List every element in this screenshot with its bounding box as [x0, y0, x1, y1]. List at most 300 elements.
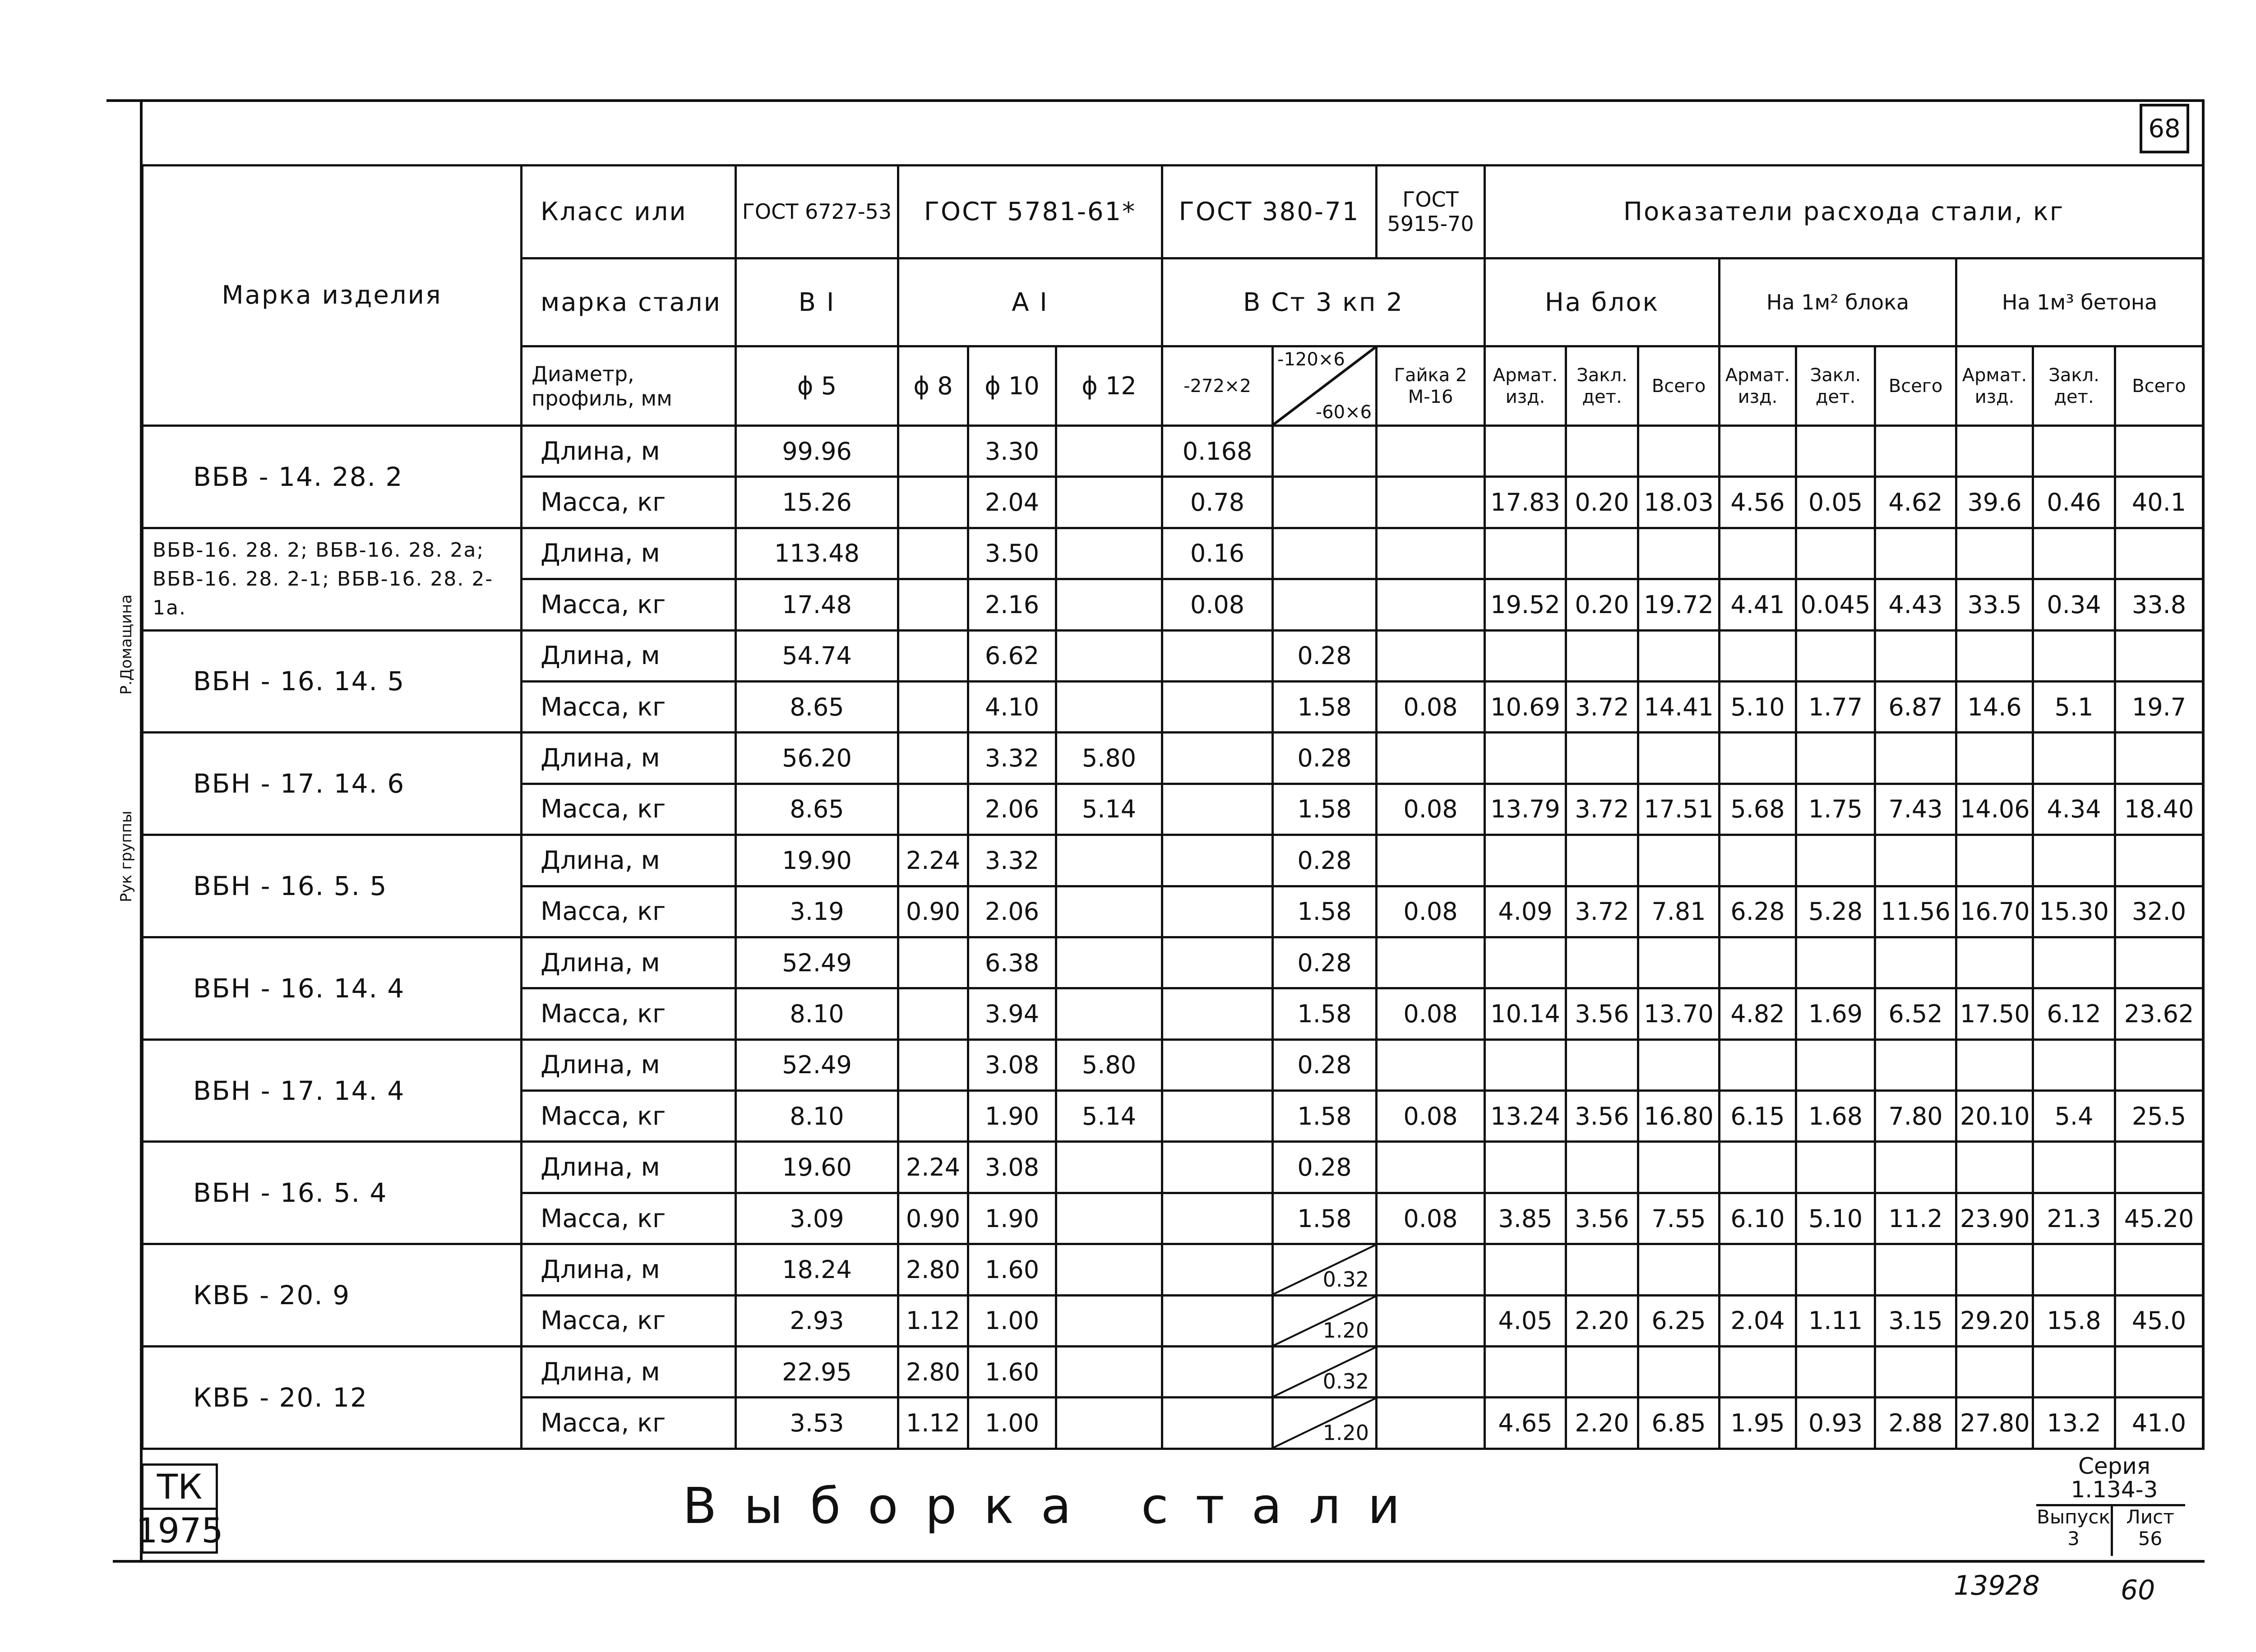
table-row — [143, 426, 2203, 477]
length-d12 — [1056, 630, 1162, 681]
mass-p272 — [1162, 1193, 1273, 1244]
mass-m3-arm: 27.80 — [1956, 1398, 2033, 1449]
side-stamp-name: Р.Домащина — [117, 594, 135, 695]
mass-d8: 0.90 — [898, 1193, 968, 1244]
length-d8: 2.24 — [898, 1142, 968, 1193]
empty-cell — [1796, 528, 1875, 579]
length-p272: 0.16 — [1162, 528, 1273, 579]
mass-b-zakl: 3.72 — [1566, 784, 1638, 835]
length-d8 — [898, 426, 968, 477]
mass-d8 — [898, 784, 968, 835]
length-p272 — [1162, 835, 1273, 886]
mass-label: Масса, кг — [522, 1398, 736, 1449]
plate-value: 1.20 — [1322, 1421, 1369, 1445]
mass-m2-arm: 6.15 — [1720, 1091, 1796, 1142]
mass-b-zakl: 2.20 — [1566, 1398, 1638, 1449]
mass-b-zakl: 3.56 — [1566, 988, 1638, 1039]
mass-m2-tot: 4.62 — [1875, 477, 1956, 528]
empty-cell — [1956, 1244, 2033, 1295]
mass-m3-zakl: 4.34 — [2033, 784, 2115, 835]
empty-cell — [1566, 1039, 1638, 1090]
mark-header: Марка изделия — [143, 166, 522, 426]
length-d5: 56.20 — [736, 733, 898, 784]
top-frame-line — [106, 99, 2205, 102]
length-p120: 0.28 — [1273, 835, 1377, 886]
archive-number: 13928 — [1954, 1570, 2040, 1601]
p60-header: -60×6 — [1315, 402, 1372, 423]
mass-d10: 1.00 — [968, 1398, 1056, 1449]
indicators-header: Показатели расхода стали, кг — [1485, 166, 2203, 258]
mass-d12 — [1056, 1193, 1162, 1244]
mass-p120: 1.58 — [1273, 681, 1377, 732]
issue-cell — [2036, 1506, 2111, 1556]
empty-cell — [1485, 630, 1566, 681]
length-p272 — [1162, 1244, 1273, 1295]
mass-d5: 8.10 — [736, 988, 898, 1039]
table-row — [143, 733, 2203, 784]
empty-cell — [1377, 528, 1485, 579]
mass-d12 — [1056, 1295, 1162, 1346]
empty-cell — [2115, 630, 2203, 681]
empty-cell — [1638, 1142, 1720, 1193]
mass-p120: 1.58 — [1273, 886, 1377, 937]
empty-cell — [1956, 1347, 2033, 1398]
b1-header: В I — [736, 258, 898, 346]
length-p272 — [1162, 630, 1273, 681]
mass-m3-zakl: 0.34 — [2033, 579, 2115, 630]
empty-cell — [1566, 426, 1638, 477]
m3-zakl-header: Закл. дет. — [2033, 346, 2115, 426]
product-mark: ВБВ - 14. 28. 2 — [143, 426, 522, 528]
mass-m2-arm: 4.56 — [1720, 477, 1796, 528]
length-d8: 2.80 — [898, 1347, 968, 1398]
empty-cell — [1638, 630, 1720, 681]
length-p120 — [1273, 1244, 1377, 1295]
empty-cell — [1485, 1244, 1566, 1295]
mass-m3-zakl: 13.2 — [2033, 1398, 2115, 1449]
mass-p272: 0.78 — [1162, 477, 1273, 528]
d5-header: ϕ 5 — [736, 346, 898, 426]
empty-cell — [1638, 1039, 1720, 1090]
gost-5915-header: ГОСТ 5915-70 — [1377, 166, 1485, 258]
empty-cell — [1638, 1244, 1720, 1295]
mass-m3-zakl: 15.8 — [2033, 1295, 2115, 1346]
product-mark: ВБН - 16. 14. 5 — [143, 630, 522, 733]
mass-d10: 2.16 — [968, 579, 1056, 630]
vst3-header: В Ст 3 кп 2 — [1162, 258, 1485, 346]
length-label: Длина, м — [522, 733, 736, 784]
length-p272 — [1162, 1347, 1273, 1398]
product-mark: ВБН - 16. 5. 4 — [143, 1142, 522, 1244]
mass-m3-arm: 20.10 — [1956, 1091, 2033, 1142]
mass-m2-tot: 2.88 — [1875, 1398, 1956, 1449]
mass-d12: 5.14 — [1056, 1091, 1162, 1142]
plate-value: 1.20 — [1322, 1318, 1369, 1343]
profile-header: Диаметр, профиль, мм — [522, 346, 736, 426]
mass-d5: 8.10 — [736, 1091, 898, 1142]
handwritten-page: 60 — [2121, 1574, 2155, 1606]
mass-m3-arm: 39.6 — [1956, 477, 2033, 528]
mass-p272 — [1162, 1398, 1273, 1449]
length-d5: 113.48 — [736, 528, 898, 579]
gost-5781-header: ГОСТ 5781-61* — [898, 166, 1162, 258]
mass-nut — [1377, 579, 1485, 630]
empty-cell — [1956, 630, 2033, 681]
empty-cell — [1796, 1244, 1875, 1295]
table-row — [143, 1347, 2203, 1398]
length-p120: 0.28 — [1273, 733, 1377, 784]
mass-d10: 1.00 — [968, 1295, 1056, 1346]
length-label: Длина, м — [522, 1142, 736, 1193]
empty-cell — [1875, 528, 1956, 579]
mass-m2-zakl: 1.75 — [1796, 784, 1875, 835]
class-header-1: Класс или — [522, 166, 736, 258]
mass-label: Масса, кг — [522, 1295, 736, 1346]
length-d10: 1.60 — [968, 1347, 1056, 1398]
mass-m3-zakl: 5.4 — [2033, 1091, 2115, 1142]
mass-p272 — [1162, 681, 1273, 732]
product-mark: ВБВ-16. 28. 2; ВБВ-16. 28. 2а; ВБВ-16. 28. 2-1; ВБВ-16. 28. 2-1а. — [143, 528, 522, 630]
mass-nut: 0.08 — [1377, 1193, 1485, 1244]
length-d5: 54.74 — [736, 630, 898, 681]
length-d12: 5.80 — [1056, 1039, 1162, 1090]
empty-cell — [1485, 835, 1566, 886]
mass-d5: 15.26 — [736, 477, 898, 528]
empty-cell — [1485, 426, 1566, 477]
length-p120: 0.28 — [1273, 937, 1377, 988]
empty-cell — [1720, 1039, 1796, 1090]
mass-m2-tot: 7.80 — [1875, 1091, 1956, 1142]
empty-cell — [1485, 528, 1566, 579]
length-d12 — [1056, 1244, 1162, 1295]
length-d12 — [1056, 835, 1162, 886]
mass-p120: 1.58 — [1273, 1193, 1377, 1244]
mass-d12 — [1056, 1398, 1162, 1449]
tk-label: ТК — [157, 1466, 203, 1507]
empty-cell — [1956, 1142, 2033, 1193]
length-p120 — [1273, 426, 1377, 477]
length-label: Длина, м — [522, 1244, 736, 1295]
length-d5: 18.24 — [736, 1244, 898, 1295]
mass-label: Масса, кг — [522, 681, 736, 732]
mass-m2-arm: 5.68 — [1720, 784, 1796, 835]
m3-total-header: Всего — [2115, 346, 2203, 426]
length-p272 — [1162, 937, 1273, 988]
length-p272 — [1162, 1142, 1273, 1193]
mass-p120: 1.58 — [1273, 988, 1377, 1039]
per-m2-header: На 1м² блока — [1720, 258, 1956, 346]
mass-d8 — [898, 477, 968, 528]
series-block — [2040, 1454, 2189, 1501]
mass-nut: 0.08 — [1377, 784, 1485, 835]
block-total-header: Всего — [1638, 346, 1720, 426]
mass-m2-zakl: 1.69 — [1796, 988, 1875, 1039]
empty-cell — [1566, 733, 1638, 784]
length-d5: 19.60 — [736, 1142, 898, 1193]
empty-cell — [2115, 937, 2203, 988]
block-arm-header: Армат. изд. — [1485, 346, 1566, 426]
d12-header: ϕ 12 — [1056, 346, 1162, 426]
mass-d8 — [898, 681, 968, 732]
mass-p272: 0.08 — [1162, 579, 1273, 630]
length-d5: 19.90 — [736, 835, 898, 886]
mass-m2-zakl: 5.28 — [1796, 886, 1875, 937]
mass-m3-zakl: 21.3 — [2033, 1193, 2115, 1244]
length-d12 — [1056, 528, 1162, 579]
series-value: 1.134-3 — [2071, 1477, 2158, 1503]
p120-header: -120×6 — [1277, 349, 1345, 370]
mass-d5: 3.09 — [736, 1193, 898, 1244]
mass-b-tot: 7.81 — [1638, 886, 1720, 937]
mass-b-arm: 3.85 — [1485, 1193, 1566, 1244]
mass-p272 — [1162, 1295, 1273, 1346]
mass-m2-zakl: 0.93 — [1796, 1398, 1875, 1449]
empty-cell — [1875, 1244, 1956, 1295]
empty-cell — [1875, 1039, 1956, 1090]
empty-cell — [1796, 630, 1875, 681]
length-d12 — [1056, 1142, 1162, 1193]
mass-m2-zakl: 1.68 — [1796, 1091, 1875, 1142]
length-d12 — [1056, 426, 1162, 477]
plate-value: 0.32 — [1322, 1267, 1369, 1292]
mass-d12 — [1056, 988, 1162, 1039]
mass-m2-arm: 4.41 — [1720, 579, 1796, 630]
p272-header: -272×2 — [1162, 346, 1273, 426]
empty-cell — [1485, 1142, 1566, 1193]
empty-cell — [1796, 1142, 1875, 1193]
mass-m2-arm: 6.28 — [1720, 886, 1796, 937]
mass-m2-zakl: 1.77 — [1796, 681, 1875, 732]
mass-d10: 2.06 — [968, 886, 1056, 937]
length-d10: 6.62 — [968, 630, 1056, 681]
empty-cell — [2033, 733, 2115, 784]
mass-label: Масса, кг — [522, 886, 736, 937]
empty-cell — [1485, 1039, 1566, 1090]
empty-cell — [2033, 835, 2115, 886]
empty-cell — [1566, 630, 1638, 681]
product-mark: ВБН - 16. 14. 4 — [143, 937, 522, 1039]
mass-m2-arm: 2.04 — [1720, 1295, 1796, 1346]
mass-b-tot: 6.85 — [1638, 1398, 1720, 1449]
mass-m2-zakl: 1.11 — [1796, 1295, 1875, 1346]
empty-cell — [2033, 1039, 2115, 1090]
table-row — [143, 528, 2203, 579]
mass-m2-tot: 6.52 — [1875, 988, 1956, 1039]
mass-b-tot: 19.72 — [1638, 579, 1720, 630]
empty-cell — [1638, 1347, 1720, 1398]
table-row — [143, 1142, 2203, 1193]
mass-d5: 3.19 — [736, 886, 898, 937]
length-d10: 3.50 — [968, 528, 1056, 579]
side-stamp-group-head: Рук группы — [117, 811, 135, 902]
mass-b-zakl: 0.20 — [1566, 579, 1638, 630]
empty-cell — [1566, 937, 1638, 988]
empty-cell — [1638, 426, 1720, 477]
block-zakl-header: Закл. дет. — [1566, 346, 1638, 426]
mass-d12 — [1056, 681, 1162, 732]
mass-m2-arm: 1.95 — [1720, 1398, 1796, 1449]
mass-m2-tot: 3.15 — [1875, 1295, 1956, 1346]
empty-cell — [1956, 1039, 2033, 1090]
mass-p120 — [1273, 477, 1377, 528]
empty-cell — [1875, 937, 1956, 988]
length-label: Длина, м — [522, 528, 736, 579]
m2-zakl-header: Закл. дет. — [1796, 346, 1875, 426]
mass-label: Масса, кг — [522, 1193, 736, 1244]
mass-b-arm: 13.79 — [1485, 784, 1566, 835]
table-row — [143, 937, 2203, 988]
empty-cell — [1377, 937, 1485, 988]
mass-b-arm: 19.52 — [1485, 579, 1566, 630]
mass-d10: 1.90 — [968, 1091, 1056, 1142]
mass-m2-zakl: 0.05 — [1796, 477, 1875, 528]
mass-b-arm: 10.14 — [1485, 988, 1566, 1039]
mass-d10: 1.90 — [968, 1193, 1056, 1244]
mass-m2-arm: 5.10 — [1720, 681, 1796, 732]
empty-cell — [1566, 1142, 1638, 1193]
mass-m3-tot: 25.5 — [2115, 1091, 2203, 1142]
empty-cell — [2115, 426, 2203, 477]
issue-label: Выпуск — [2037, 1506, 2110, 1528]
empty-cell — [1720, 1347, 1796, 1398]
mass-m3-arm: 14.06 — [1956, 784, 2033, 835]
table-row — [143, 1244, 2203, 1295]
empty-cell — [1875, 426, 1956, 477]
mass-d5: 17.48 — [736, 579, 898, 630]
mass-p120: 1.58 — [1273, 784, 1377, 835]
empty-cell — [1796, 1347, 1875, 1398]
empty-cell — [2115, 1347, 2203, 1398]
mass-p120: 1.58 — [1273, 1091, 1377, 1142]
empty-cell — [2033, 426, 2115, 477]
product-mark: КВБ - 20. 12 — [143, 1347, 522, 1449]
empty-cell — [1875, 835, 1956, 886]
mass-b-arm: 4.65 — [1485, 1398, 1566, 1449]
product-mark: ВБН - 17. 14. 6 — [143, 733, 522, 835]
mass-b-arm: 13.24 — [1485, 1091, 1566, 1142]
mass-m3-tot: 45.20 — [2115, 1193, 2203, 1244]
mass-m3-arm: 14.6 — [1956, 681, 2033, 732]
empty-cell — [1720, 426, 1796, 477]
mass-m3-arm: 29.20 — [1956, 1295, 2033, 1346]
mass-m3-arm: 16.70 — [1956, 886, 2033, 937]
empty-cell — [1566, 1244, 1638, 1295]
empty-cell — [2033, 528, 2115, 579]
empty-cell — [1720, 937, 1796, 988]
length-d8 — [898, 528, 968, 579]
mass-nut: 0.08 — [1377, 988, 1485, 1039]
mass-nut — [1377, 1295, 1485, 1346]
length-d10: 3.08 — [968, 1142, 1056, 1193]
mass-m3-arm: 33.5 — [1956, 579, 2033, 630]
length-p120 — [1273, 528, 1377, 579]
mass-d10: 4.10 — [968, 681, 1056, 732]
mass-nut: 0.08 — [1377, 1091, 1485, 1142]
empty-cell — [1638, 937, 1720, 988]
mass-p272 — [1162, 1091, 1273, 1142]
per-m3-header: На 1м³ бетона — [1956, 258, 2203, 346]
empty-cell — [1720, 835, 1796, 886]
mass-d10: 3.94 — [968, 988, 1056, 1039]
mass-d8 — [898, 579, 968, 630]
mass-m2-tot: 11.56 — [1875, 886, 1956, 937]
mass-m2-zakl: 5.10 — [1796, 1193, 1875, 1244]
mass-b-tot: 13.70 — [1638, 988, 1720, 1039]
empty-cell — [1638, 835, 1720, 886]
empty-cell — [1956, 937, 2033, 988]
sheet-value: 56 — [2138, 1527, 2163, 1550]
empty-cell — [1377, 1347, 1485, 1398]
mass-b-tot: 16.80 — [1638, 1091, 1720, 1142]
mass-b-tot: 18.03 — [1638, 477, 1720, 528]
empty-cell — [1796, 426, 1875, 477]
gost-380-header: ГОСТ 380-71 — [1162, 166, 1377, 258]
length-p272 — [1162, 733, 1273, 784]
empty-cell — [1485, 937, 1566, 988]
mass-b-zakl: 3.56 — [1566, 1193, 1638, 1244]
m2-arm-header: Армат. изд. — [1720, 346, 1796, 426]
mass-m3-tot: 18.40 — [2115, 784, 2203, 835]
mass-d12 — [1056, 886, 1162, 937]
empty-cell — [1720, 733, 1796, 784]
issue-value: 3 — [2067, 1527, 2080, 1550]
mass-b-arm: 17.83 — [1485, 477, 1566, 528]
length-d8: 2.24 — [898, 835, 968, 886]
mass-m3-zakl: 0.46 — [2033, 477, 2115, 528]
mass-m3-tot: 40.1 — [2115, 477, 2203, 528]
empty-cell — [1796, 1039, 1875, 1090]
steel-spec-table — [141, 164, 2204, 1450]
length-d12 — [1056, 1347, 1162, 1398]
empty-cell — [1377, 426, 1485, 477]
mass-p120 — [1273, 579, 1377, 630]
empty-cell — [1875, 733, 1956, 784]
mass-p272 — [1162, 988, 1273, 1039]
table-row — [143, 835, 2203, 886]
mass-d8: 1.12 — [898, 1398, 968, 1449]
mass-label: Масса, кг — [522, 988, 736, 1039]
empty-cell — [2115, 528, 2203, 579]
empty-cell — [1566, 835, 1638, 886]
empty-cell — [1875, 1142, 1956, 1193]
empty-cell — [2115, 1039, 2203, 1090]
mass-nut — [1377, 1398, 1485, 1449]
mass-m2-tot: 7.43 — [1875, 784, 1956, 835]
length-label: Длина, м — [522, 1039, 736, 1090]
empty-cell — [1720, 1142, 1796, 1193]
sheet-cell — [2111, 1506, 2187, 1556]
mass-label: Масса, кг — [522, 477, 736, 528]
mass-d12 — [1056, 579, 1162, 630]
mass-m3-arm: 23.90 — [1956, 1193, 2033, 1244]
empty-cell — [1875, 630, 1956, 681]
length-d10: 1.60 — [968, 1244, 1056, 1295]
empty-cell — [1638, 528, 1720, 579]
mass-b-zakl: 3.56 — [1566, 1091, 1638, 1142]
length-label: Длина, м — [522, 1347, 736, 1398]
length-d8: 2.80 — [898, 1244, 968, 1295]
empty-cell — [2115, 835, 2203, 886]
series-label: Серия — [2078, 1453, 2150, 1479]
empty-cell — [1377, 835, 1485, 886]
mass-d10: 2.04 — [968, 477, 1056, 528]
tk-year: 1975 — [136, 1510, 223, 1550]
mass-m3-zakl: 15.30 — [2033, 886, 2115, 937]
mass-d5: 8.65 — [736, 784, 898, 835]
length-d10: 3.08 — [968, 1039, 1056, 1090]
mass-m3-zakl: 5.1 — [2033, 681, 2115, 732]
mass-d8 — [898, 988, 968, 1039]
